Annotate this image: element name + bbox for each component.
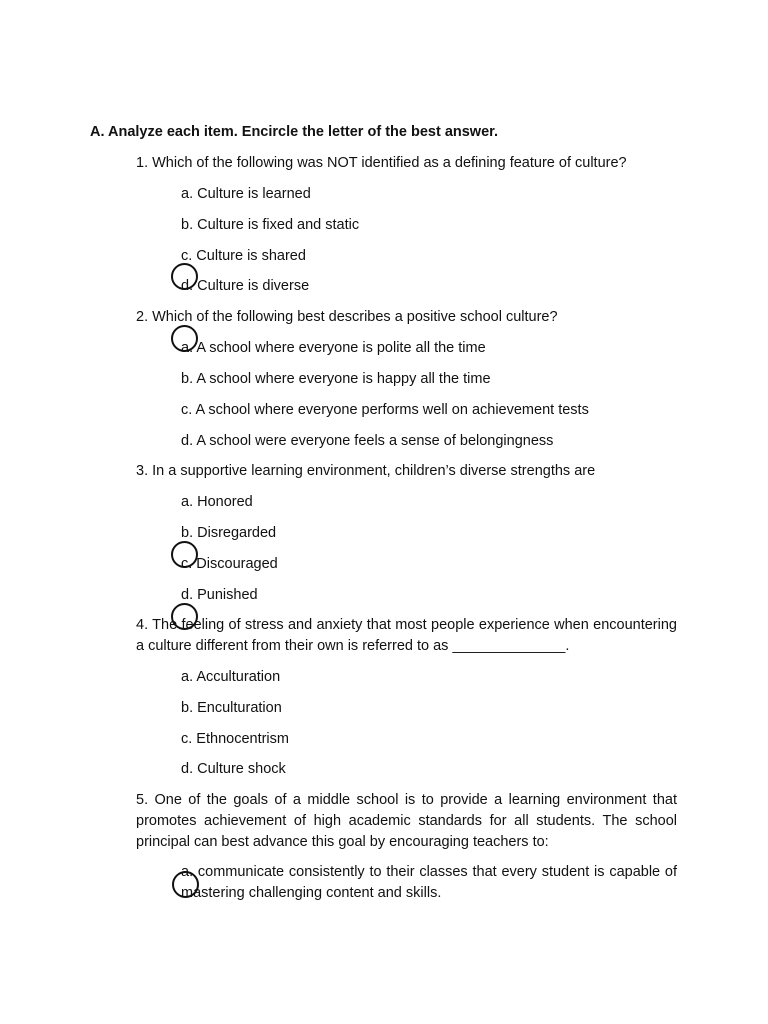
question-5-option-a[interactable]: a. communicate consistently to their classes that every student is capable of mastering challenging content and skills. [181, 864, 677, 901]
question-3-option-c[interactable]: c. Discouraged [181, 556, 278, 572]
question-3-option-d[interactable]: d. Punished [181, 587, 258, 603]
question-3-option-a[interactable]: a. Honored [181, 494, 253, 510]
question-4-option-c[interactable]: c. Ethnocentrism [181, 731, 289, 747]
question-1-option-a[interactable]: a. Culture is learned [181, 186, 311, 202]
question-2-option-b[interactable]: b. A school where everyone is happy all the time [181, 371, 491, 387]
question-2-option-d[interactable]: d. A school were everyone feels a sense of belongingness [181, 433, 554, 449]
section-heading: A. Analyze each item. Encircle the letter of the best answer. [90, 124, 499, 140]
question-4-option-a[interactable]: a. Acculturation [181, 669, 281, 685]
answer-circle-q4 [171, 603, 198, 630]
question-2-option-c[interactable]: c. A school where everyone performs well on achievement tests [181, 402, 589, 418]
answer-circle-q5 [172, 871, 199, 898]
question-4-prompt: 4. The feeling of stress and anxiety that most people experience when encountering a culture different from their own is referred to as ______________. [136, 617, 677, 654]
question-2-prompt: 2. Which of the following best describes a positive school culture? [136, 309, 558, 325]
question-3-prompt: 3. In a supportive learning environment, children’s diverse strengths are [136, 463, 596, 479]
answer-circle-q2 [171, 325, 198, 352]
question-5-prompt: 5. One of the goals of a middle school is to provide a learning environment that promotes achievement of high academic standards for all students. The school principal can best advance this goal by encouraging teachers to: [136, 792, 677, 850]
question-2-option-a[interactable]: a. A school where everyone is polite all the time [181, 340, 486, 356]
answer-circle-q1 [171, 263, 198, 290]
question-4-option-b[interactable]: b. Enculturation [181, 700, 282, 716]
question-1-prompt: 1. Which of the following was NOT identified as a defining feature of culture? [136, 155, 627, 171]
question-4-option-d[interactable]: d. Culture shock [181, 761, 286, 777]
question-1-option-d[interactable]: d. Culture is diverse [181, 278, 310, 294]
answer-circle-q3 [171, 541, 198, 568]
question-1-option-b[interactable]: b. Culture is fixed and static [181, 217, 360, 233]
question-1-option-c[interactable]: c. Culture is shared [181, 248, 306, 264]
question-3-option-b[interactable]: b. Disregarded [181, 525, 277, 541]
